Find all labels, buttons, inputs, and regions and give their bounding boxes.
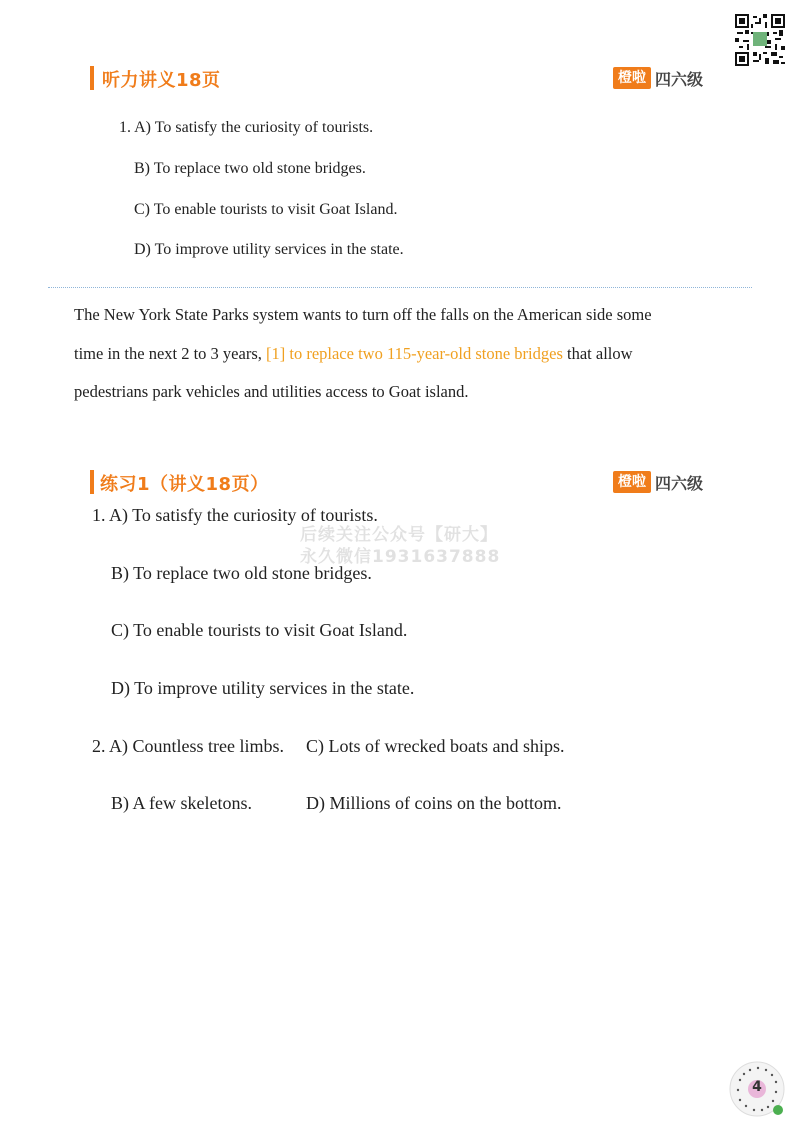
- watermark-line-2: 永久微信1931637888: [300, 547, 501, 567]
- section-accent-bar: [90, 470, 94, 494]
- brand-text: 四六级: [655, 473, 704, 493]
- watermark-line-1: 后续关注公众号【研大】: [300, 525, 498, 545]
- practice-title: 练习1（讲义18页）: [100, 474, 269, 495]
- option-1c: C) To enable tourists to visit Goat Island.: [134, 201, 398, 218]
- page-badge: [728, 1060, 786, 1118]
- page-number: 4: [752, 1079, 762, 1095]
- transcript-line-2: [74, 344, 633, 364]
- transcript-text: time in the next 2 to 3 years,: [74, 344, 262, 363]
- brand-logo: [613, 471, 703, 493]
- watermark: [300, 524, 500, 568]
- transcript-text: that allow: [567, 344, 633, 363]
- answer-highlight: [1] to replace two 115-year-old stone bridges: [266, 344, 563, 363]
- option-1d: D) To improve utility services in the state.: [134, 241, 404, 258]
- brand-logo: [613, 67, 703, 89]
- transcript-line-3: pedestrians park vehicles and utilities access to Goat island.: [74, 382, 469, 401]
- option-1a: 1. A) To satisfy the curiosity of tourists.: [119, 119, 374, 136]
- practice-option-2a: 2. A) Countless tree limbs.: [92, 736, 284, 756]
- practice-option-1c: C) To enable tourists to visit Goat Island.: [111, 620, 408, 640]
- practice-option-1d: D) To improve utility services in the state.: [111, 678, 415, 698]
- brand-text: 四六级: [655, 69, 704, 89]
- brand-badge: 橙啦: [613, 471, 651, 493]
- transcript-line-1: The New York State Parks system wants to turn off the falls on the American side some: [74, 305, 652, 324]
- option-1b: B) To replace two old stone bridges.: [134, 160, 366, 177]
- practice-option-2b: B) A few skeletons.: [111, 793, 252, 813]
- section-accent-bar: [90, 66, 94, 90]
- qr-code-icon: [735, 14, 785, 66]
- brand-badge: 橙啦: [613, 67, 651, 89]
- practice-option-1a: 1. A) To satisfy the curiosity of tourists.: [92, 505, 378, 525]
- practice-option-2d: D) Millions of coins on the bottom.: [306, 793, 562, 813]
- practice-option-1b: B) To replace two old stone bridges.: [111, 563, 372, 583]
- section-title: 听力讲义18页: [102, 70, 221, 91]
- dotted-divider: [48, 287, 752, 288]
- practice-option-2c: C) Lots of wrecked boats and ships.: [306, 736, 565, 756]
